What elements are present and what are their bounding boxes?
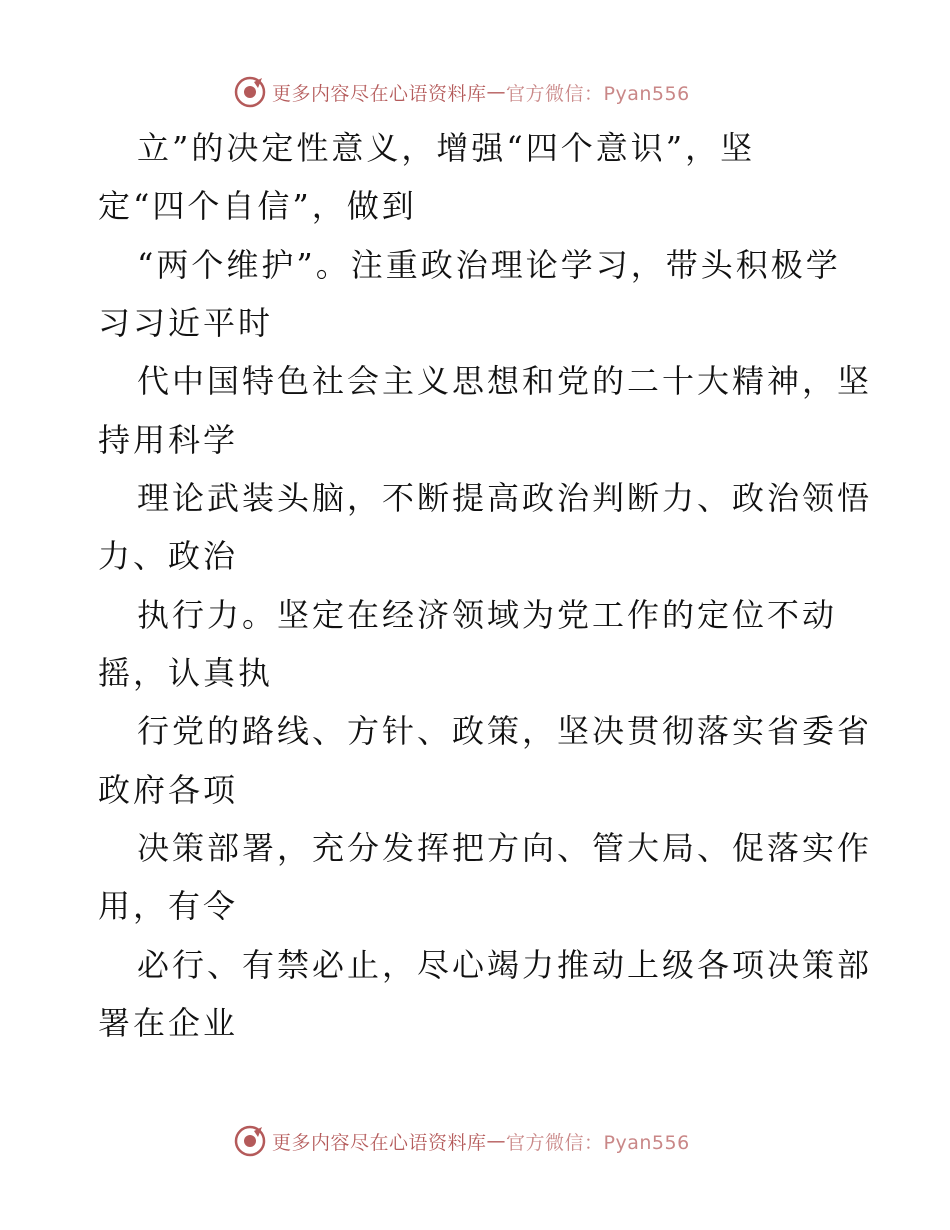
paragraph-line: 执行力。坚定在经济领域为党工作的定位不动 — [137, 596, 838, 634]
watermark-wechat: 官方微信：Pyan556 — [506, 1131, 690, 1154]
paragraph-line: 决策部署，充分发挥把方向、管大局、促落实作 — [137, 829, 873, 867]
watermark-dash: — — [486, 81, 507, 103]
watermark-dash: — — [486, 1130, 507, 1152]
paragraph-line: 理论武装头脑，不断提高政治判断力、政治领悟 — [137, 479, 873, 517]
paragraph-line: 立”的决定性意义，增强“四个意识”，坚 — [137, 129, 756, 167]
paragraph-line: 持用科学 — [98, 421, 239, 459]
paragraph-line: 政府各项 — [98, 771, 239, 809]
watermark-brand: 更多内容尽在心语资料库 — [272, 1131, 487, 1154]
paragraph-line: 用，有令 — [98, 887, 239, 925]
paragraph-line: 署在企业 — [98, 1004, 239, 1042]
watermark-brand: 更多内容尽在心语资料库 — [272, 82, 487, 105]
paragraph-line: 力、政治 — [98, 537, 239, 575]
paragraph-line: 必行、有禁必止，尽心竭力推动上级各项决策部 — [137, 946, 873, 984]
paragraph-line: 习习近平时 — [98, 304, 274, 342]
watermark-wechat: 官方微信：Pyan556 — [506, 82, 690, 105]
paragraph-line: 摇，认真执 — [98, 654, 274, 692]
paragraph-line: 行党的路线、方针、政策，坚决贯彻落实省委省 — [137, 712, 873, 750]
logo-icon — [234, 1125, 266, 1157]
paragraph-line: “两个维护”。注重政治理论学习，带头积极学 — [137, 246, 841, 284]
paragraph-line: 定“四个自信”，做到 — [98, 187, 417, 225]
paragraph-line: 代中国特色社会主义思想和党的二十大精神，坚 — [137, 362, 873, 400]
footer-watermark — [234, 1121, 690, 1161]
